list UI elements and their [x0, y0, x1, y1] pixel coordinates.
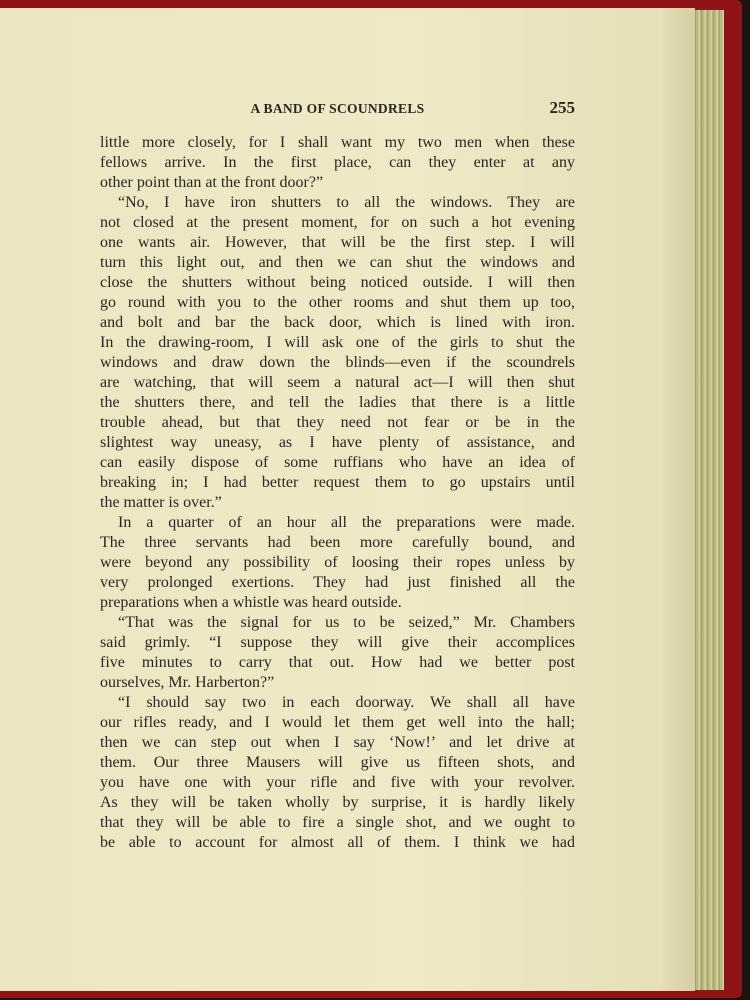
text-line: slightest way uneasy, as I have plenty of assistance, and: [100, 434, 575, 451]
text-line: the shutters there, and tell the ladies that there is a little: [100, 394, 575, 411]
text-line: then we can step out when I say ‘Now!’ and let drive at: [100, 734, 575, 751]
text-line: not closed at the present moment, for on such a hot evening: [100, 214, 575, 231]
text-line: and bolt and bar the back door, which is lined with iron.: [100, 314, 575, 331]
text-line: them. Our three Mausers will give us fifteen shots, and: [100, 754, 575, 771]
text-line: little more closely, for I shall want my two men when these: [100, 134, 575, 151]
text-line: “No, I have iron shutters to all the windows. They are: [118, 194, 575, 211]
text-line: five minutes to carry that out. How had we better post: [100, 654, 575, 671]
text-line: that they will be able to fire a single shot, and we ought to: [100, 814, 575, 831]
text-line: preparations when a whistle was heard outside.: [100, 594, 402, 611]
text-line: “That was the signal for us to be seized,” Mr. Chambers: [118, 614, 575, 631]
text-line: be able to account for almost all of them. I think we had: [100, 834, 575, 851]
text-line: other point than at the front door?”: [100, 174, 324, 191]
text-line: “I should say two in each doorway. We shall all have: [118, 694, 575, 711]
text-line: you have one with your rifle and five with your revolver.: [100, 774, 575, 791]
text-line: fellows arrive. In the first place, can they enter at any: [100, 154, 575, 171]
text-line: one wants air. However, that will be the first step. I will: [100, 234, 575, 251]
text-line: are watching, that will seem a natural act—I will then shut: [100, 374, 575, 391]
page-number: 255: [549, 98, 575, 117]
text-line: go round with you to the other rooms and shut them up too,: [100, 294, 575, 311]
text-line: the matter is over.”: [100, 494, 222, 511]
text-line: can easily dispose of some ruffians who have an idea of: [100, 454, 575, 471]
text-line: The three servants had been more carefully bound, and: [100, 534, 575, 551]
running-title: A BAND OF SCOUNDRELS: [250, 101, 425, 116]
text-line: In the drawing-room, I will ask one of the girls to shut the: [100, 334, 575, 351]
text-line: said grimly. “I suppose they will give their accomplices: [100, 634, 575, 651]
text-line: trouble ahead, but that they need not fear or be in the: [100, 414, 575, 431]
text-line: breaking in; I had better request them to go upstairs until: [100, 474, 575, 491]
page-header: [100, 98, 575, 120]
body-text: [100, 133, 575, 853]
text-line: were beyond any possibility of loosing their ropes unless by: [100, 554, 575, 571]
text-line: windows and draw down the blinds—even if the scoundrels: [100, 354, 575, 371]
text-line: In a quarter of an hour all the preparations were made.: [118, 514, 575, 531]
text-line: ourselves, Mr. Harberton?”: [100, 674, 275, 691]
text-line: close the shutters without being noticed outside. I will then: [100, 274, 575, 291]
text-line: very prolonged exertions. They had just finished all the: [100, 574, 575, 591]
page-edges: [692, 10, 724, 990]
text-line: our rifles ready, and I would let them get well into the hall;: [100, 714, 575, 731]
text-line: turn this light out, and then we can shut the windows and: [100, 254, 575, 271]
text-line: As they will be taken wholly by surprise, it is hardly likely: [100, 794, 575, 811]
